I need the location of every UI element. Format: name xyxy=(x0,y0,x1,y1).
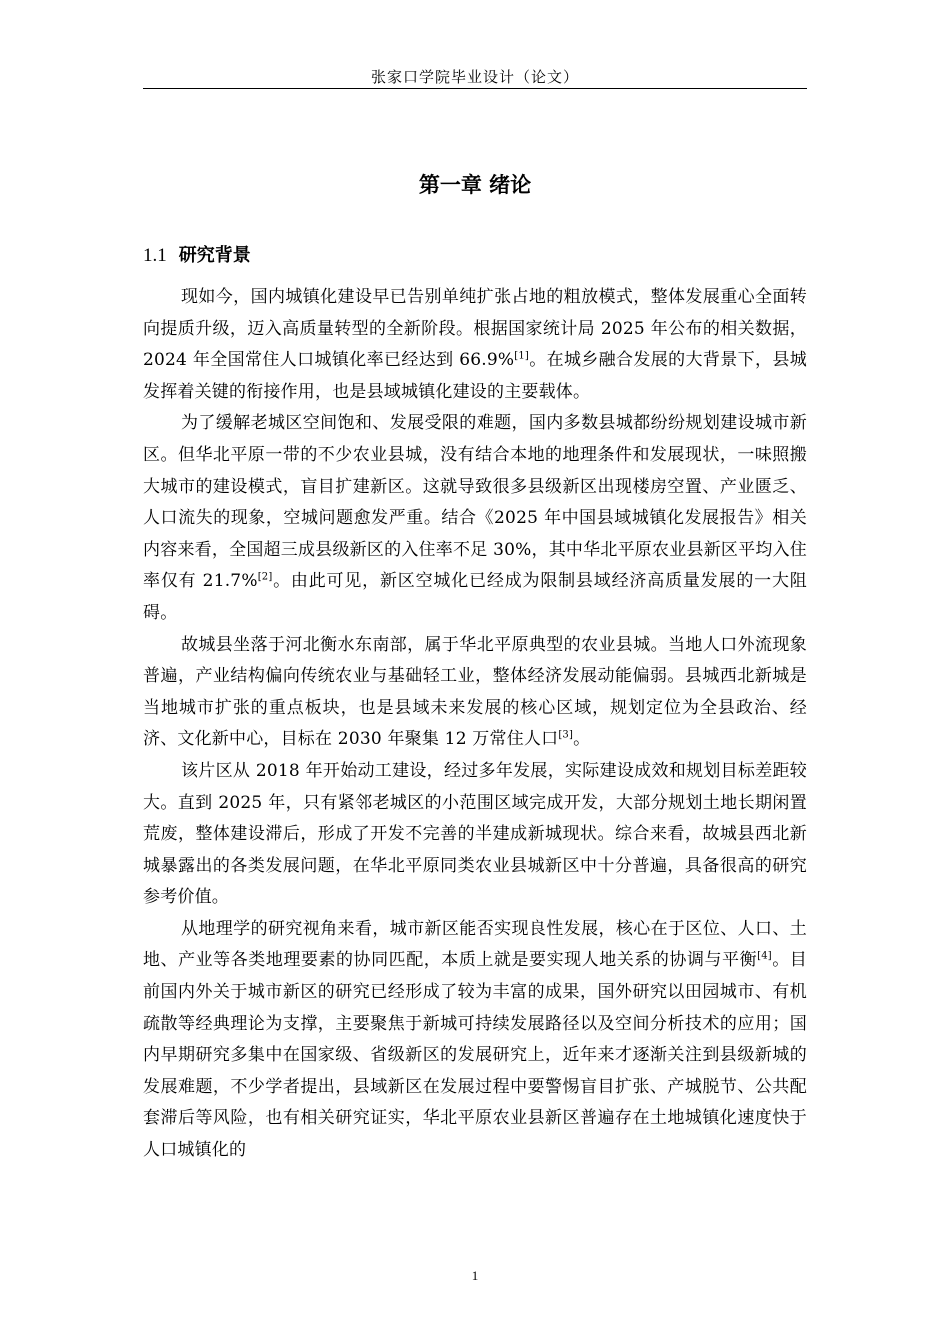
body-text xyxy=(143,282,807,1167)
paragraph-text: 。由此可见，新区空城化已经成为限制县域经济高质量发展的一大阻碍。 xyxy=(143,571,807,623)
section-title: 研究背景 xyxy=(178,245,251,266)
paragraph xyxy=(143,914,807,1167)
citation-marker: [4] xyxy=(757,950,772,962)
paragraph xyxy=(143,756,807,914)
running-header: 张家口学院毕业设计（论文） xyxy=(370,68,579,86)
paragraph-text: 现如今，国内城镇化建设早已告别单纯扩张占地的粗放模式，整体发展重心全面转向提质升级，迈入高质量转型的全新阶段。根据国家统计局 2025 年公布的相关数据，2024 年全国常住人口城镇化率已经达到 66.9% xyxy=(143,287,807,371)
citation-marker: [1] xyxy=(514,350,530,362)
citation-marker: [2] xyxy=(257,571,273,583)
paragraph-text: 。在城乡融合发展的大背景下，县城发挥着关键的衔接作用，也是县域城镇化建设的主要载体。 xyxy=(143,350,808,402)
paragraph-text: 。目前国内外关于城市新区的研究已经形成了较为丰富的成果，国外研究以田园城市、有机疏散等经典理论为支撑，主要聚焦于新城可持续发展路径以及空间分析技术的应用；国内早期研究多集中在国家级、省级新区的发展研究上，近年来才逐渐关注到县级新城的发展难题，不少学者提出，县域新区在发展过程中要警惕盲目扩张、产城脱节、公共配套滞后等风险，也有相关研究证实，华北平原农业县新区普遍存在土地城镇化速度快于人口城镇化的 xyxy=(143,950,807,1161)
paragraph xyxy=(143,408,807,629)
paragraph-text: 为了缓解老城区空间饱和、发展受限的难题，国内多数县城都纷纷规划建设城市新区。但华北平原一带的不少农业县城，没有结合本地的地理条件和发展现状，一味照搬大城市的建设模式，盲目扩建新区。这就导致很多县级新区出现楼房空置、产业匮乏、人口流失的现象，空城问题愈发严重。结合《2025 年中国县域城镇化发展报告》相关内容来看，全国超三成县级新区的入住率不足 30%，其中华北平原农业县新区平均入住率仅有 21.7% xyxy=(143,413,807,592)
paragraph xyxy=(143,630,807,756)
section-number: 1.1 xyxy=(143,245,167,266)
paragraph-text: 故城县坐落于河北衡水东南部，属于华北平原典型的农业县城。当地人口外流现象普遍，产业结构偏向传统农业与基础轻工业，整体经济发展动能偏弱。县城西北新城是当地城市扩张的重点板块，也是县域未来发展的核心区域，规划定位为全县政治、经济、文化新中心，目标在 2030 年聚集 12 万常住人口 xyxy=(143,634,807,750)
header-rule xyxy=(143,88,807,89)
page-number: 1 xyxy=(471,1268,479,1283)
section-heading xyxy=(143,240,251,271)
paragraph-text: 从地理学的研究视角来看，城市新区能否实现良性发展，核心在于区位、人口、土地、产业等各类地理要素的协同匹配，本质上就是要实现人地关系的协调与平衡 xyxy=(143,918,807,971)
paragraph-text: 。 xyxy=(573,729,591,750)
paragraph xyxy=(143,282,807,408)
paragraph-text: 该片区从 2018 年开始动工建设，经过多年发展，实际建设成效和规划目标差距较大。直到 2025 年，只有紧邻老城区的小范围区域完成开发，大部分规划土地长期闲置荒废，整体建设滞后，形成了开发不完善的半建成新城现状。综合来看，故城县西北新城暴露出的各类发展问题，在华北平原同类农业县城新区中十分普遍，具备很高的研究参考价值。 xyxy=(143,760,807,908)
chapter-title: 第一章 绪论 xyxy=(418,173,532,197)
citation-marker: [3] xyxy=(558,729,574,741)
